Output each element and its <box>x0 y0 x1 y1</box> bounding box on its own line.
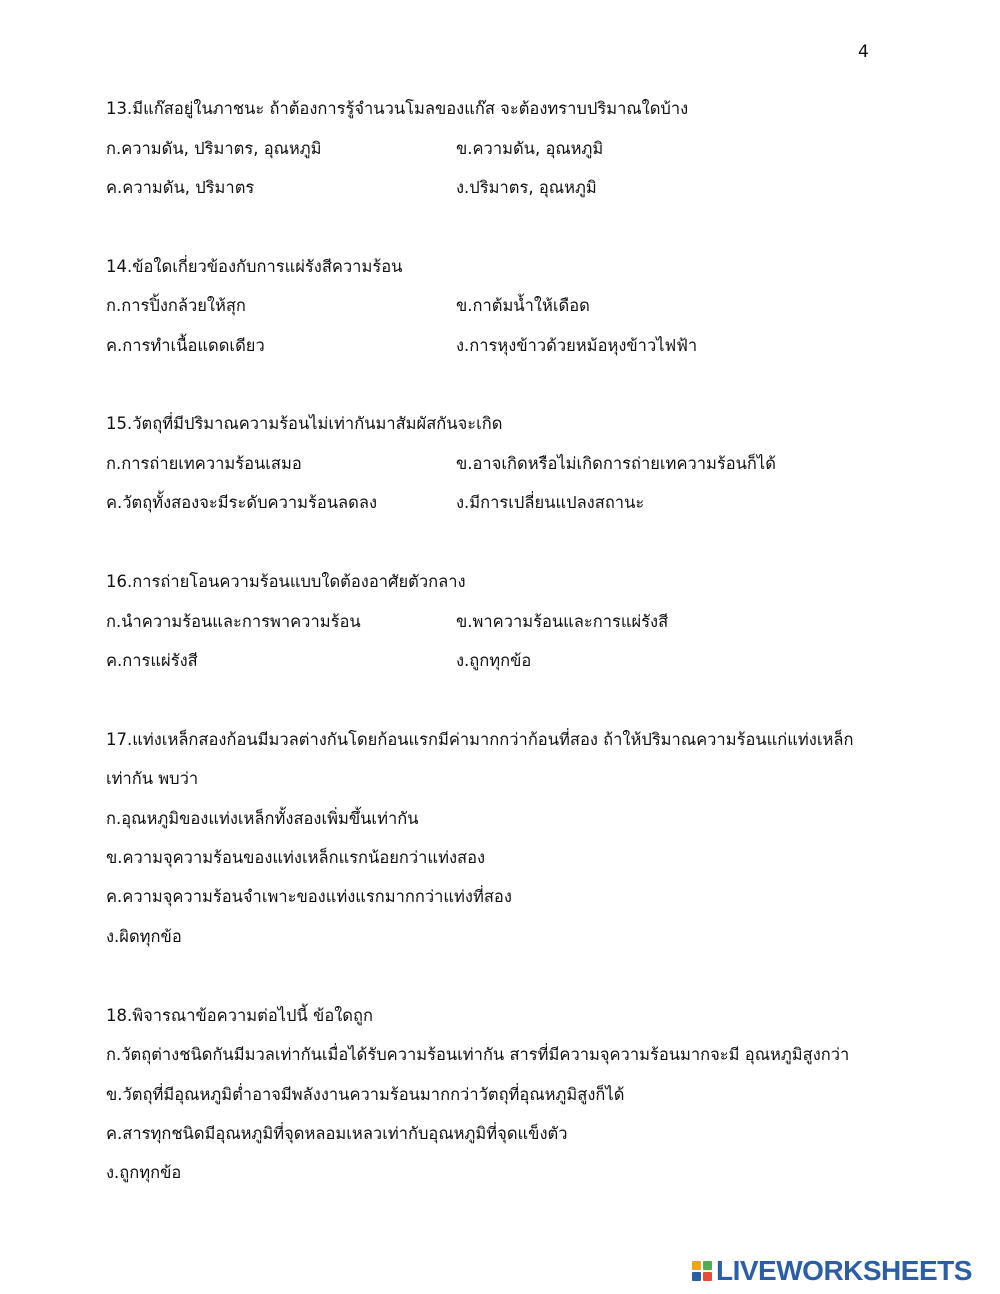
question-15-choice-d: ง.มีการเปลี่ยนแปลงสถานะ <box>456 493 645 512</box>
question-14-stem: 14.ข้อใดเกี่ยวข้องกับการแผ่รังสีความร้อน <box>106 257 403 276</box>
question-13-stem: 13.มีแก๊สอยู่ในภาชนะ ถ้าต้องการรู้จำนวนโมลของแก๊ส จะต้องทราบปริมาณใดบ้าง <box>106 99 689 118</box>
question-17-choice-a: ก.อุณหภูมิของแท่งเหล็กทั้งสองเพิ่มขึ้นเท่ากัน <box>106 809 419 828</box>
question-18-choice-c: ค.สารทุกชนิดมีอุณหภูมิที่จุดหลอมเหลวเท่ากับอุณหภูมิที่จุดแข็งตัว <box>106 1124 568 1143</box>
logo-square <box>692 1272 701 1281</box>
question-14-choice-a: ก.การปิ้งกล้วยให้สุก <box>106 296 246 315</box>
logo-square <box>703 1272 712 1281</box>
question-17-stem-line-1: 17.แท่งเหล็กสองก้อนมีมวลต่างกันโดยก้อนแรกมีค่ามากกว่าก้อนที่สอง ถ้าให้ปริมาณความร้อนแก่แท่งเหล็ก <box>106 730 854 749</box>
question-15-stem: 15.วัตถุที่มีปริมาณความร้อนไม่เท่ากันมาสัมผัสกันจะเกิด <box>106 414 503 433</box>
question-13-choice-d: ง.ปริมาตร, อุณหภูมิ <box>456 178 597 197</box>
question-14-choice-d: ง.การหุงข้าวด้วยหม้อหุงข้าวไฟฟ้า <box>456 336 698 355</box>
question-15-choice-c: ค.วัตถุทั้งสองจะมีระดับความร้อนลดลง <box>106 493 378 512</box>
logo-square <box>692 1261 701 1270</box>
logo-text: LIVEWORKSHEETS <box>716 1255 972 1286</box>
question-15-choice-b: ข.อาจเกิดหรือไม่เกิดการถ่ายเทความร้อนก็ได้ <box>456 454 776 473</box>
question-17-choice-c: ค.ความจุความร้อนจำเพาะของแท่งแรกมากกว่าแท่งที่สอง <box>106 887 512 906</box>
question-17-choice-b: ข.ความจุความร้อนของแท่งเหล็กแรกน้อยกว่าแท่งสอง <box>106 848 486 867</box>
question-17-stem-line-2: เท่ากัน พบว่า <box>106 769 199 788</box>
question-14-choice-b: ข.กาต้มน้ำให้เดือด <box>456 296 590 315</box>
question-17-choice-d: ง.ผิดทุกข้อ <box>106 927 182 946</box>
question-13-choice-b: ข.ความดัน, อุณหภูมิ <box>456 139 604 158</box>
question-18-stem: 18.พิจารณาข้อความต่อไปนี้ ข้อใดถูก <box>106 1006 373 1025</box>
page-number: 4 <box>858 42 869 62</box>
question-16-choice-c: ค.การแผ่รังสี <box>106 651 198 670</box>
question-15-choice-a: ก.การถ่ายเทความร้อนเสมอ <box>106 454 302 473</box>
question-18-choice-b: ข.วัตถุที่มีอุณหภูมิต่ำอาจมีพลังงานความร้อนมากกว่าวัตถุที่อุณหภูมิสูงก็ได้ <box>106 1085 625 1104</box>
logo-square <box>703 1261 712 1270</box>
question-16-choice-b: ข.พาความร้อนและการแผ่รังสี <box>456 612 669 631</box>
question-16-stem: 16.การถ่ายโอนความร้อนแบบใดต้องอาศัยตัวกลาง <box>106 572 466 591</box>
liveworksheets-grid-icon <box>692 1261 712 1281</box>
question-16-choice-d: ง.ถูกทุกข้อ <box>456 651 532 670</box>
question-18-choice-d: ง.ถูกทุกข้อ <box>106 1163 182 1182</box>
question-18-choice-a: ก.วัตถุต่างชนิดกันมีมวลเท่ากันเมื่อได้รับความร้อนเท่ากัน สารที่มีความจุความร้อนมากจะมี อุณหภูมิสูงกว่า <box>106 1045 850 1064</box>
question-13-choice-c: ค.ความดัน, ปริมาตร <box>106 178 255 197</box>
question-16-choice-a: ก.นำความร้อนและการพาความร้อน <box>106 612 361 631</box>
question-13-choice-a: ก.ความดัน, ปริมาตร, อุณหภูมิ <box>106 139 322 158</box>
liveworksheets-logo <box>692 1254 972 1288</box>
question-14-choice-c: ค.การทำเนื้อแดดเดียว <box>106 336 265 355</box>
